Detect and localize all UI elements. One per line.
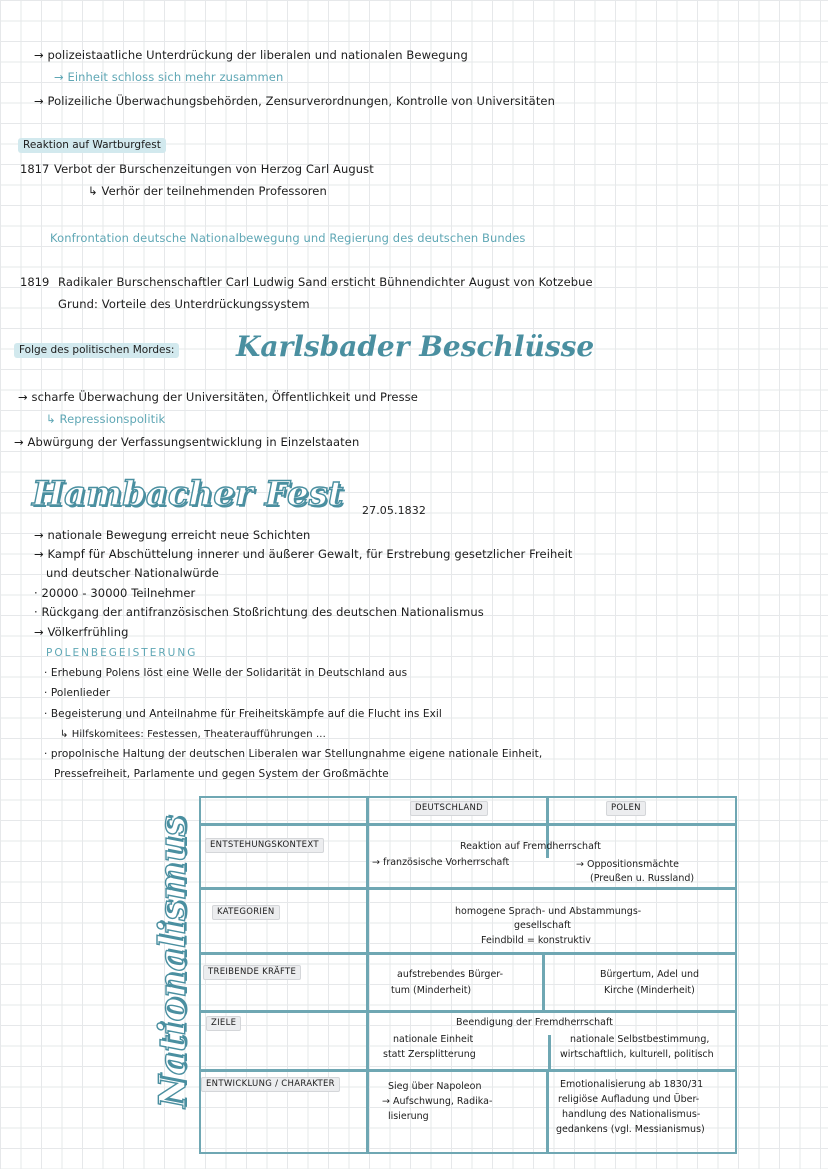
row-label-entwicklung: ENTWICKLUNG / CHARAKTER: [201, 1077, 340, 1092]
ziele-shared: Beendigung der Fremdherrschaft: [456, 1017, 613, 1028]
sand-line-2: Grund: Vorteile des Unterdrückungssystem: [58, 297, 310, 311]
table-divider-col-2b: [542, 953, 545, 1010]
top-line-2: → Einheit schloss sich mehr zusammen: [54, 70, 284, 84]
karlsbad-line-3: → Abwürgung der Verfassungsentwicklung in Einzelstaaten: [14, 435, 360, 449]
entwicklung-pl-1: Emotionalisierung ab 1830/31: [560, 1079, 704, 1090]
polen-line-5: · propolnische Haltung der deutschen Liberalen war Stellungnahme eigene nationale Einheit,: [44, 748, 543, 760]
kraefte-pl-1: Bürgertum, Adel und: [600, 969, 700, 980]
entstehung-de: → französische Vorherrschaft: [372, 857, 510, 868]
karlsbad-lead: Folge des politischen Mordes:: [14, 343, 179, 358]
karlsbad-line-2: ↳ Repressionspolitik: [46, 412, 166, 426]
kraefte-pl-2: Kirche (Minderheit): [604, 985, 695, 996]
sand-line-1: Radikaler Burschenschaftler Carl Ludwig Sand ersticht Bühnendichter August von Kotzebue: [58, 275, 593, 289]
table-row-line-2: [199, 952, 737, 955]
polen-line-2: · Polenlieder: [44, 687, 111, 699]
hambach-date: 27.05.1832: [362, 504, 426, 517]
karlsbad-line-1: → scharfe Überwachung der Universitäten, Öffentlichkeit und Presse: [18, 390, 418, 404]
table-divider-col-1: [366, 796, 369, 1154]
entstehung-pl-2: (Preußen u. Russland): [590, 873, 695, 884]
wartburg-heading: Reaktion auf Wartburgfest: [18, 138, 166, 153]
hambach-line-3: und deutscher Nationalwürde: [46, 566, 219, 580]
kategorien-line-1: homogene Sprach- und Abstammungs-: [455, 906, 642, 917]
polen-heading: POLENBEGEISTERUNG: [46, 647, 198, 659]
hambach-title: Hambacher Fest: [32, 474, 344, 514]
hambach-line-6: → Völkerfrühling: [34, 625, 129, 639]
entwicklung-de-1: Sieg über Napoleon: [388, 1081, 482, 1092]
top-line-1: → polizeistaatliche Unterdrückung der liberalen und nationalen Bewegung: [34, 48, 468, 62]
polen-line-4: ↳ Hilfskomitees: Festessen, Theateraufführungen ...: [60, 729, 326, 740]
entstehung-shared: Reaktion auf Fremdherrschaft: [460, 841, 601, 852]
ziele-de-1: nationale Einheit: [393, 1034, 474, 1045]
hambach-line-1: → nationale Bewegung erreicht neue Schichten: [34, 528, 311, 542]
wartburg-line-1: Verbot der Burschenzeitungen von Herzog Carl August: [54, 162, 374, 176]
hambach-line-5: · Rückgang der antifranzösischen Stoßrichtung des deutschen Nationalismus: [34, 605, 484, 619]
ziele-pl-1: nationale Selbstbestimmung,: [570, 1034, 710, 1045]
sand-year: 1819: [20, 275, 50, 289]
kraefte-de-1: aufstrebendes Bürger-: [397, 969, 504, 980]
wartburg-year: 1817: [20, 162, 50, 176]
table-divider-col-2c: [548, 1035, 551, 1070]
entstehung-pl-1: → Oppositionsmächte: [576, 859, 679, 870]
ziele-pl-2: wirtschaftlich, kulturell, politisch: [560, 1049, 714, 1060]
hambach-line-2: → Kampf für Abschüttelung innerer und äußerer Gewalt, für Erstrebung gesetzlicher Freiheit: [34, 547, 573, 561]
polen-line-1: · Erhebung Polens löst eine Welle der Solidarität in Deutschland aus: [44, 667, 408, 679]
ziele-de-2: statt Zersplitterung: [383, 1049, 476, 1060]
wartburg-line-2: ↳ Verhör der teilnehmenden Professoren: [88, 184, 327, 198]
polen-line-6: Pressefreiheit, Parlamente und gegen System der Großmächte: [54, 768, 389, 780]
konfrontation-line: Konfrontation deutsche Nationalbewegung und Regierung des deutschen Bundes: [50, 231, 526, 245]
kraefte-de-2: tum (Minderheit): [391, 985, 472, 996]
side-title: Nationalismus: [152, 815, 194, 1108]
table-row-line-1: [199, 887, 737, 890]
polen-line-3: · Begeisterung und Anteilnahme für Freiheitskämpfe auf die Flucht ins Exil: [44, 708, 442, 720]
table-row-line-0: [199, 823, 737, 826]
kategorien-line-2: gesellschaft: [514, 920, 571, 931]
entwicklung-pl-3: handlung des Nationalismus-: [562, 1109, 701, 1120]
hambach-line-4: · 20000 - 30000 Teilnehmer: [34, 586, 196, 600]
entwicklung-de-2: → Aufschwung, Radika-: [382, 1096, 493, 1107]
table-divider-col-2d: [546, 1070, 549, 1154]
top-line-3: → Polizeiliche Überwachungsbehörden, Zensurverordnungen, Kontrolle von Universitäten: [34, 94, 555, 108]
entwicklung-pl-2: religiöse Aufladung und Über-: [558, 1094, 700, 1105]
column-header-polen: POLEN: [606, 801, 646, 816]
row-label-entstehung: ENTSTEHUNGSKONTEXT: [205, 838, 324, 853]
table-row-line-3: [199, 1010, 737, 1013]
entwicklung-de-3: lisierung: [388, 1111, 429, 1122]
entwicklung-pl-4: gedankens (vgl. Messianismus): [556, 1124, 705, 1135]
row-label-ziele: ZIELE: [206, 1016, 241, 1031]
row-label-kraefte: TREIBENDE KRÄFTE: [203, 965, 301, 980]
row-label-kategorien: KATEGORIEN: [212, 905, 280, 920]
column-header-deutschland: DEUTSCHLAND: [410, 801, 488, 816]
karlsbad-title: Karlsbader Beschlüsse: [236, 330, 595, 363]
table-row-line-4: [199, 1069, 737, 1072]
kategorien-line-3: Feindbild = konstruktiv: [481, 935, 591, 946]
